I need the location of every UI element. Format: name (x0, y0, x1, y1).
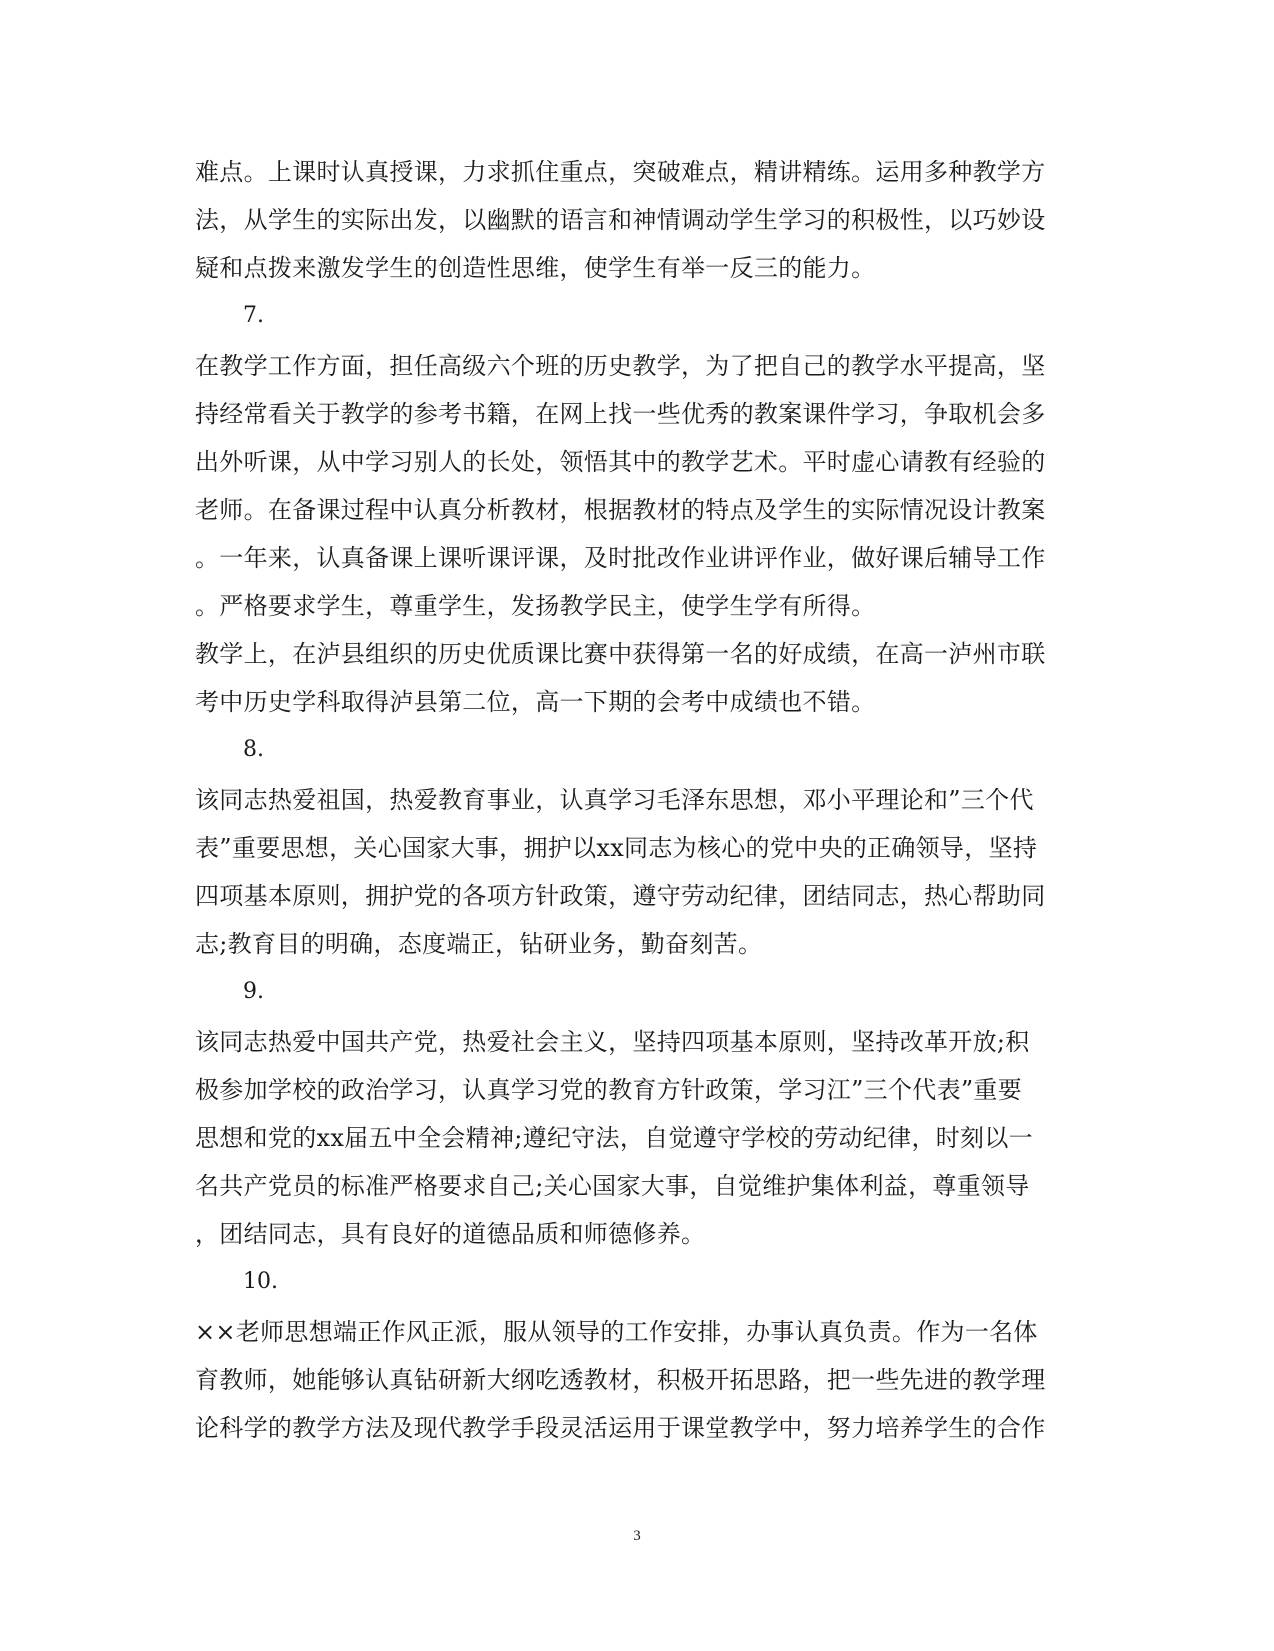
text-line: 疑和点拨来激发学生的创造性思维，使学生有举一反三的能力。 (195, 254, 876, 282)
text-line: ××老师思想端正作风正派，服从领导的工作安排，办事认真负责。作为一名体 (195, 1318, 1038, 1346)
text-line: 名共产党员的标准严格要求自己;关心国家大事，自觉维护集体利益，尊重领导 (195, 1172, 1030, 1200)
document-body (195, 148, 1075, 1452)
text-line: 论科学的教学方法及现代教学手段灵活运用于课堂教学中，努力培养学生的合作 (195, 1414, 1046, 1442)
text-line: 四项基本原则，拥护党的各项方针政策，遵守劳动纪律，团结同志，热心帮助同 (195, 882, 1046, 910)
text-line: 。一年来，认真备课上课听课评课，及时批改作业讲评作业，做好课后辅导工作 (195, 544, 1046, 572)
item-number: 7. (243, 303, 264, 328)
text-line: 在教学工作方面，担任高级六个班的历史教学，为了把自己的教学水平提高，坚 (195, 352, 1046, 380)
item-number: 9. (243, 979, 264, 1004)
text-line: 育教师，她能够认真钻研新大纲吃透教材，积极开拓思路，把一些先进的教学理 (195, 1366, 1046, 1394)
item-number: 10. (243, 1269, 278, 1294)
text-line: 持经常看关于教学的参考书籍，在网上找一些优秀的教案课件学习，争取机会多 (195, 400, 1046, 428)
text-line: 法，从学生的实际出发，以幽默的语言和神情调动学生学习的积极性，以巧妙设 (195, 206, 1046, 234)
text-line: 该同志热爱中国共产党，热爱社会主义，坚持四项基本原则，坚持改革开放;积 (195, 1028, 1030, 1056)
page-number: 3 (633, 1528, 641, 1544)
text-line: 思想和党的xx届五中全会精神;遵纪守法，自觉遵守学校的劳动纪律，时刻以一 (195, 1124, 1033, 1152)
text-line: 教学上，在泸县组织的历史优质课比赛中获得第一名的好成绩，在高一泸州市联 (195, 640, 1046, 668)
text-line: 难点。上课时认真授课，力求抓住重点，突破难点，精讲精练。运用多种教学方 (195, 158, 1046, 186)
text-line: 考中历史学科取得泸县第二位，高一下期的会考中成绩也不错。 (195, 688, 876, 716)
text-line: 出外听课，从中学习别人的长处，领悟其中的教学艺术。平时虚心请教有经验的 (195, 448, 1046, 476)
text-line: 表”重要思想，关心国家大事，拥护以xx同志为核心的党中央的正确领导，坚持 (195, 834, 1038, 862)
item-number: 8. (243, 737, 264, 762)
text-line: 志;教育目的明确，态度端正，钻研业务，勤奋刻苦。 (195, 930, 763, 958)
text-line: 老师。在备课过程中认真分析教材，根据教材的特点及学生的实际情况设计教案 (195, 496, 1046, 524)
text-line: 。严格要求学生，尊重学生，发扬教学民主，使学生学有所得。 (195, 592, 876, 620)
text-line: 极参加学校的政治学习，认真学习党的教育方针政策，学习江”三个代表”重要 (195, 1076, 1023, 1104)
text-line: ，团结同志，具有良好的道德品质和师德修养。 (195, 1220, 706, 1248)
text-line: 该同志热爱祖国，热爱教育事业，认真学习毛泽东思想，邓小平理论和”三个代 (195, 786, 1034, 814)
